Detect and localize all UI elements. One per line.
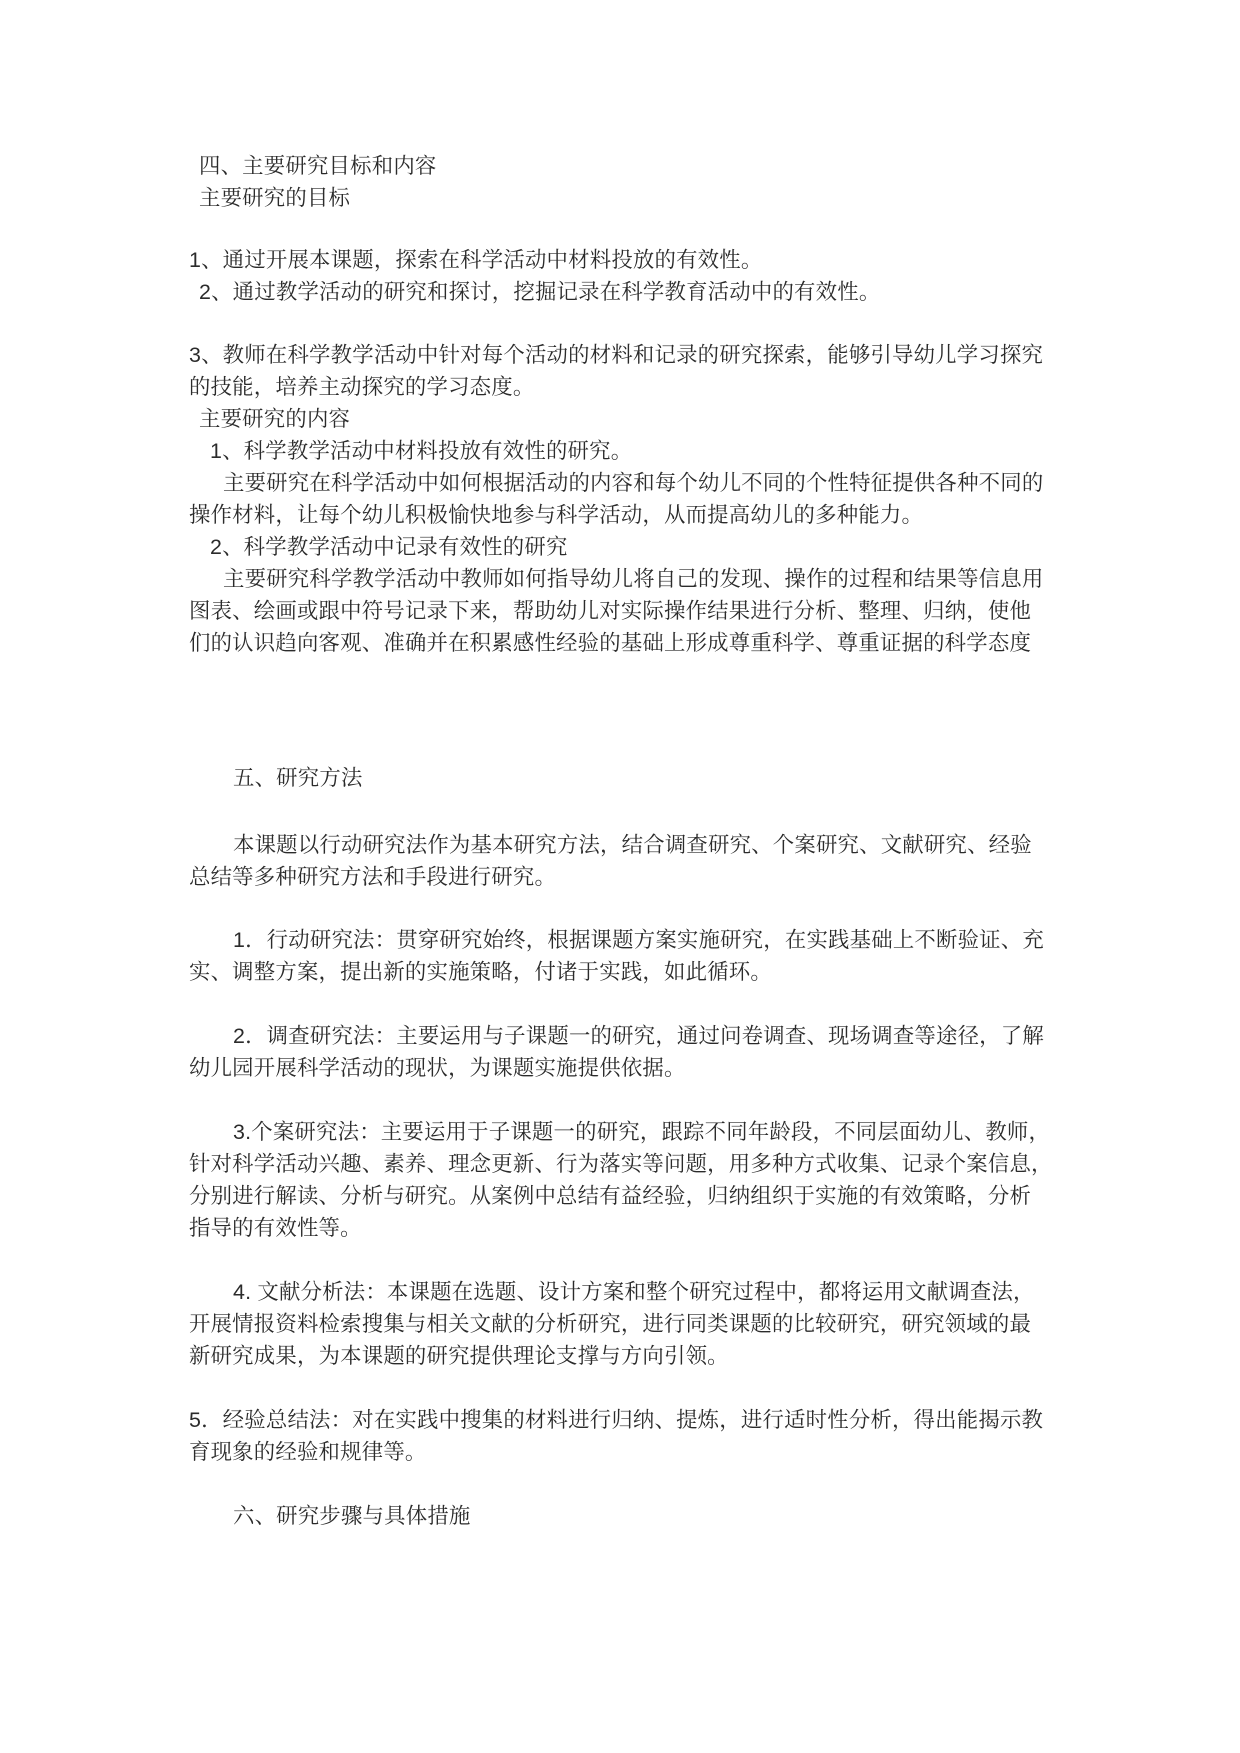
text-line: 育现象的经验和规律等。 (189, 1440, 427, 1464)
text-line: 分别进行解读、分析与研究。从案例中总结有益经验，归纳组织于实施的有效策略，分析 (189, 1184, 1032, 1208)
text-line: 开展情报资料检索搜集与相关文献的分析研究，进行同类课题的比较研究，研究领域的最 (189, 1312, 1032, 1336)
text-line: 总结等多种研究方法和手段进行研究。 (189, 865, 557, 889)
text-line: 1．行动研究法：贯穿研究始终，根据课题方案实施研究，在实践基础上不断验证、充 (233, 928, 1044, 952)
text-line: 四、主要研究目标和内容 (199, 154, 437, 178)
text-line: 五、研究方法 (233, 766, 363, 790)
text-line: 2、通过教学活动的研究和探讨，挖掘记录在科学教育活动中的有效性。 (199, 280, 881, 304)
text-line: 的技能，培养主动探究的学习态度。 (189, 375, 535, 399)
text-line: 们的认识趋向客观、准确并在积累感性经验的基础上形成尊重科学、尊重证据的科学态度 (189, 631, 1032, 655)
text-line: 新研究成果，为本课题的研究提供理论支撑与方向引领。 (189, 1344, 729, 1368)
text-line: 图表、绘画或跟中符号记录下来，帮助幼儿对实际操作结果进行分析、整理、归纳，使他 (189, 599, 1032, 623)
text-line: 5．经验总结法：对在实践中搜集的材料进行归纳、提炼，进行适时性分析，得出能揭示教 (189, 1408, 1044, 1432)
text-line: 2、科学教学活动中记录有效性的研究 (210, 535, 568, 559)
text-line: 2．调查研究法：主要运用与子课题一的研究，通过问卷调查、现场调查等途径，了解 (233, 1024, 1044, 1048)
document-body (189, 150, 1180, 1532)
text-line: 主要研究在科学活动中如何根据活动的内容和每个幼儿不同的个性特征提供各种不同的 (223, 471, 1044, 495)
text-line: 指导的有效性等。 (189, 1216, 362, 1240)
text-line: 1、科学教学活动中材料投放有效性的研究。 (210, 439, 633, 463)
text-line: 主要研究的内容 (199, 407, 351, 431)
text-line: 3、教师在科学教学活动中针对每个活动的材料和记录的研究探索，能够引导幼儿学习探究 (189, 343, 1044, 367)
text-line: 操作材料，让每个幼儿积极愉快地参与科学活动，从而提高幼儿的多种能力。 (189, 503, 924, 527)
text-line: 实、调整方案，提出新的实施策略，付诸于实践，如此循环。 (189, 960, 772, 984)
text-line: 本课题以行动研究法作为基本研究方法，结合调查研究、个案研究、文献研究、经验 (233, 833, 1032, 857)
text-line: 针对科学活动兴趣、素养、理念更新、行为落实等问题，用多种方式收集、记录个案信息， (189, 1152, 1053, 1176)
text-line: 3.个案研究法：主要运用于子课题一的研究，跟踪不同年龄段，不同层面幼儿、教师， (233, 1120, 1051, 1144)
text-line: 六、研究步骤与具体措施 (233, 1504, 471, 1528)
text-line: 4. 文献分析法：本课题在选题、设计方案和整个研究过程中，都将运用文献调查法， (233, 1280, 1035, 1304)
text-line: 主要研究的目标 (199, 186, 351, 210)
text-line: 主要研究科学教学活动中教师如何指导幼儿将自己的发现、操作的过程和结果等信息用 (223, 567, 1044, 591)
text-line: 1、通过开展本课题，探索在科学活动中材料投放的有效性。 (189, 248, 763, 272)
text-line: 幼儿园开展科学活动的现状，为课题实施提供依据。 (189, 1056, 686, 1080)
